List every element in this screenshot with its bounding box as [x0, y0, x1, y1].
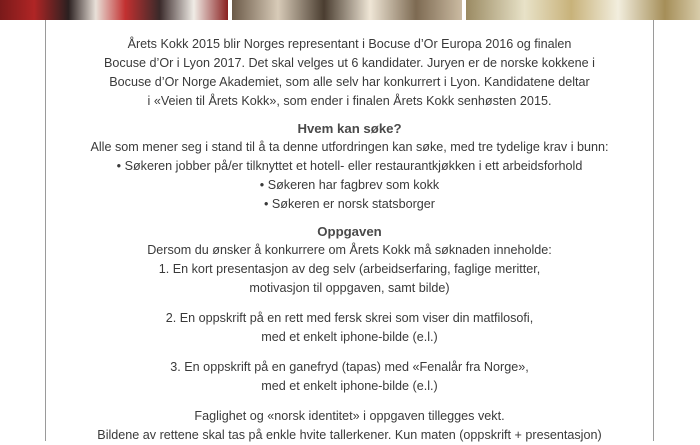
- header-photo-chefs: [0, 0, 228, 20]
- intro-line: Bocuse d’Or Norge Akademiet, som alle selv har konkurrert i Lyon. Kandidatene deltar: [109, 75, 590, 89]
- requirement-item: • Søkeren jobber på/er tilknyttet et hotell- eller restaurantkjøkken i ett arbeidsforhold: [46, 157, 653, 176]
- intro-paragraph: [46, 35, 653, 111]
- task-closing-line: Faglighet og «norsk identitet» i oppgaven tillegges vekt.: [194, 409, 505, 423]
- intro-line: Årets Kokk 2015 blir Norges representant i Bocuse d’Or Europa 2016 og finalen: [127, 37, 572, 51]
- who-lead: Alle som mener seg i stand til å ta denne utfordringen kan søke, med tre tydelige krav i bunn:: [90, 140, 609, 154]
- requirement-item: • Søkeren har fagbrev som kokk: [46, 176, 653, 195]
- requirement-item: • Søkeren er norsk statsborger: [46, 195, 653, 214]
- task-item-line: 1. En kort presentasjon av deg selv (arbeidserfaring, faglige meritter,: [158, 262, 541, 276]
- task-item-line: med et enkelt iphone-bilde (e.l.): [261, 379, 438, 393]
- header-photo-dish: [466, 0, 700, 20]
- task-item-line: 2. En oppskrift på en rett med fersk skrei som viser din matfilosofi,: [165, 311, 534, 325]
- intro-line: Bocuse d’Or i Lyon 2017. Det skal velges ut 6 kandidater. Juryen er de norske kokkene i: [104, 56, 595, 70]
- task-closing-line: Bildene av rettene skal tas på enkle hvite tallerkener. Kun maten (oppskrift + presentasjon): [97, 428, 602, 442]
- who-heading: Hvem kan søke?: [297, 121, 402, 136]
- task-lead: Dersom du ønsker å konkurrere om Årets Kokk må søknaden inneholde:: [147, 243, 552, 257]
- task-item-line: motivasjon til oppgaven, samt bilde): [249, 281, 450, 295]
- header-photo-strip: [0, 0, 700, 20]
- task-item-line: med et enkelt iphone-bilde (e.l.): [261, 330, 438, 344]
- task-item-line: 3. En oppskrift på en ganefryd (tapas) med «Fenalår fra Norge»,: [170, 360, 529, 374]
- header-photo-kitchen: [232, 0, 462, 20]
- intro-line: i «Veien til Årets Kokk», som ender i finalen Årets Kokk senhøsten 2015.: [147, 94, 552, 108]
- task-heading: Oppgaven: [317, 224, 382, 239]
- document-body: [46, 35, 653, 445]
